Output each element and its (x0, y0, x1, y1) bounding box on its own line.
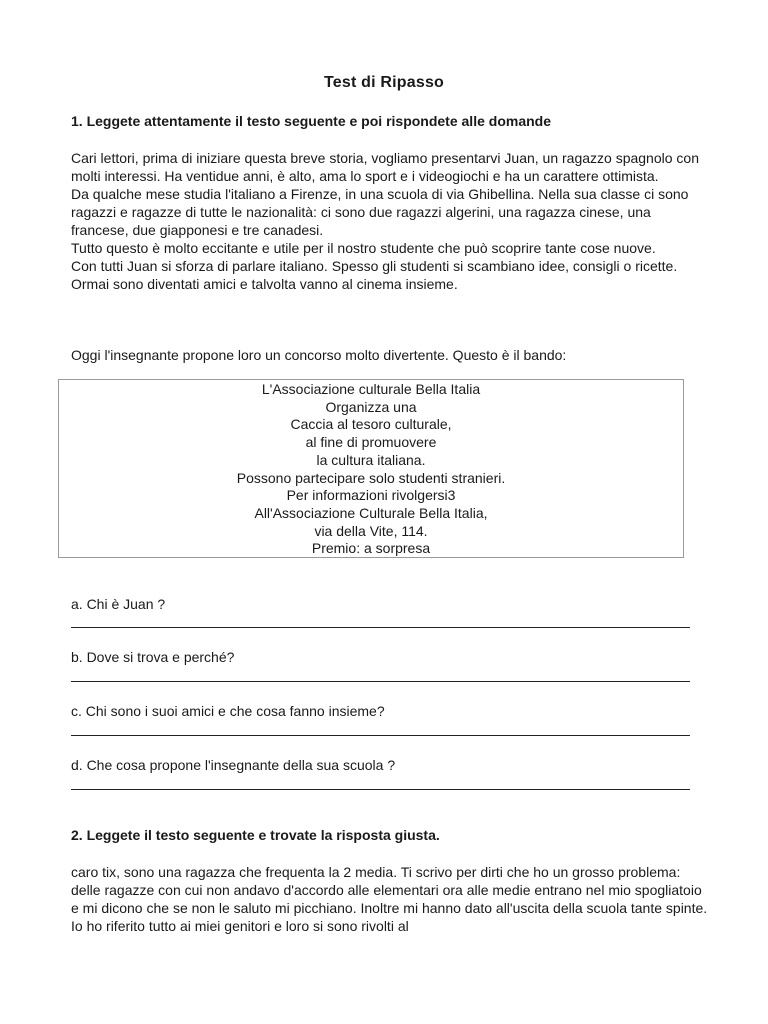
bando-line: All'Associazione Culturale Bella Italia, (254, 504, 488, 521)
bando-intro: Oggi l'insegnante propone loro un concorso molto divertente. Questo è il bando: (71, 347, 567, 363)
section-2-heading: 2. Leggete il testo seguente e trovate la risposta giusta. (71, 827, 440, 843)
answer-line-c[interactable] (71, 735, 690, 736)
section-1-text (71, 149, 711, 293)
bando-line: Per informazioni rivolgersi3 (286, 487, 456, 504)
paragraph: Da qualche mese studia l'italiano a Firenze, in una scuola di via Ghibellina. Nella sua classe ci sono ragazzi e ragazze di tutte le nazionalità: ci sono due ragazzi algerini, una ragazza cinese, una francese, due giapponesi e tre canadesi. (71, 186, 689, 238)
bando-line: Caccia al tesoro culturale, (290, 416, 452, 433)
answer-line-b[interactable] (71, 681, 690, 682)
bando-line: la cultura italiana. (316, 451, 426, 468)
answer-line-d[interactable] (71, 789, 690, 790)
section-2-text: caro tix, sono una ragazza che frequenta la 2 media. Ti scrivo per dirti che ho un grosso problema: delle ragazze con cui non andavo d'accordo alle elementari ora alle medie entrano nel mio spogliatoio e mi dicono che se non le saluto mi picchiano. Inoltre mi hanno dato all'uscita della scuola tante spinte. Io ho riferito tutto ai miei genitori e loro si sono rivolti al (71, 864, 708, 934)
question-c: c. Chi sono i suoi amici e che cosa fanno insieme? (71, 703, 385, 719)
question-b: b. Dove si trova e perché? (71, 649, 235, 665)
bando-line: al fine di promuovere (305, 434, 437, 451)
question-a: a. Chi è Juan ? (71, 596, 166, 612)
document-title: Test di Ripasso (323, 74, 445, 91)
bando-line: L'Associazione culturale Bella Italia (261, 381, 481, 397)
answer-line-a[interactable] (71, 627, 690, 628)
paragraph: Con tutti Juan si sforza di parlare italiano. Spesso gli studenti si scambiano idee, consigli o ricette. Ormai sono diventati amici e talvolta vanno al cinema insieme. (71, 258, 678, 292)
paragraph: Cari lettori, prima di iniziare questa breve storia, vogliamo presentarvi Juan, un ragazzo spagnolo con molti interessi. Ha ventidue anni, è alto, ama lo sport e i videogiochi e ha un carattere ottimista. (71, 150, 699, 184)
question-d: d. Che cosa propone l'insegnante della sua scuola ? (71, 757, 396, 773)
section-1-heading: 1. Leggete attentamente il testo seguente e poi rispondete alle domande (71, 113, 551, 129)
bando-line: Organizza una (325, 398, 417, 415)
paragraph: Tutto questo è molto eccitante e utile per il nostro studente che può scoprire tante cose nuove. (71, 240, 656, 256)
bando-line: Possono partecipare solo studenti stranieri. (236, 469, 506, 486)
bando-line: Premio: a sorpresa (311, 540, 431, 557)
bando-line: via della Vite, 114. (314, 522, 428, 539)
bando-box (58, 379, 684, 558)
